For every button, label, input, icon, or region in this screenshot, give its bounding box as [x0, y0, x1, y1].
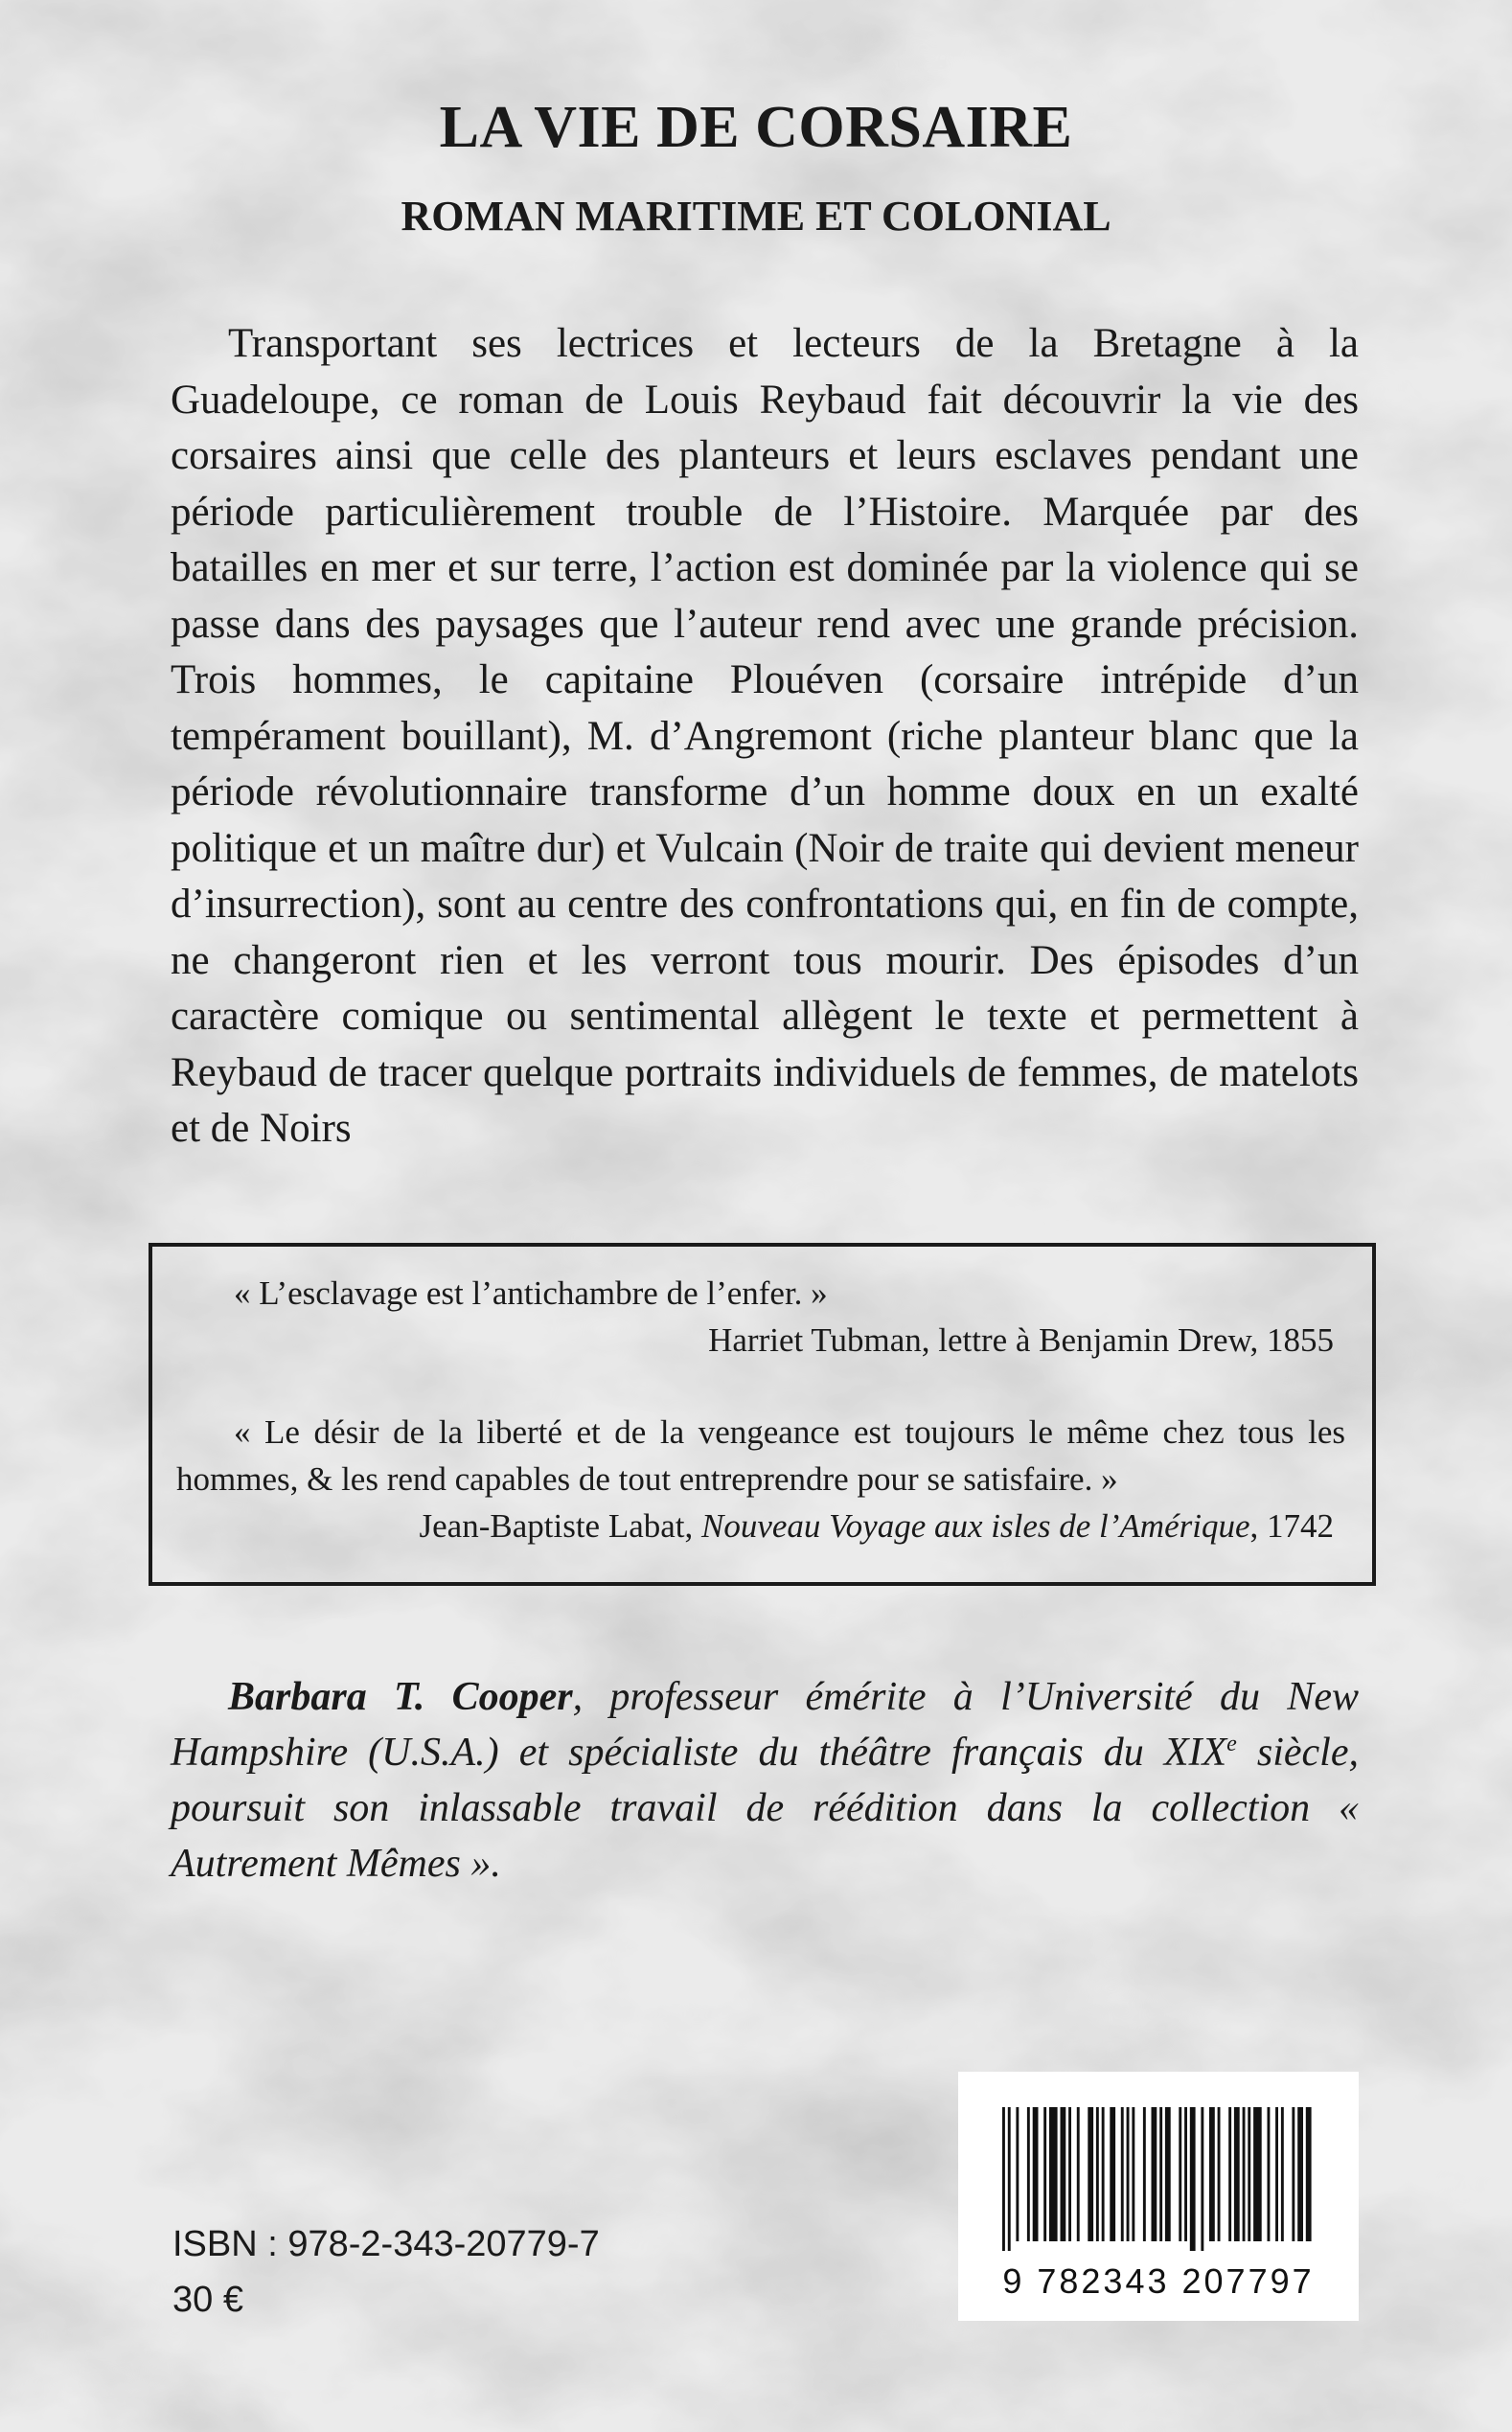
barcode-bar: [1248, 2107, 1250, 2241]
barcode: [958, 2072, 1359, 2321]
quotes-box: [149, 1243, 1376, 1586]
barcode-bar: [1027, 2107, 1030, 2241]
barcode-bar: [1306, 2107, 1312, 2241]
barcode-bar: [1049, 2107, 1058, 2241]
barcode-bar: [1292, 2107, 1294, 2241]
author-bio-sup: e: [1226, 1732, 1237, 1756]
author-bio-text-2: siècle, poursuit son inlassable travail de réédition dans la collection « Autrement Mêmes ».: [171, 1731, 1359, 1886]
quote-1-attribution: Harriet Tubman, lettre à Benjamin Drew, 1855: [708, 1321, 1334, 1359]
price-label: 30 €: [172, 2280, 243, 2320]
blurb-paragraph: Transportant ses lectrices et lecteurs de la Bretagne à la Guadeloupe, ce roman de Louis Reybaud fait découvrir la vie des corsaires ainsi que celle des planteurs et leurs esclaves pendant une période particulièrement trouble de l’Histoire. Marquée par des batailles en mer et sur terre, l’action est dominée par la violence qui se passe dans des paysages que l’auteur rend avec une grande précision. Trois hommes, le capitaine Plouéven (corsaire intrépide d’un tempérament bouillant), M. d’Angremont (riche planteur blanc que la période révolutionnaire transforme d’un homme doux en un exalté politique et un maître dur) et Vulcain (Noir de traite qui devient meneur d’insurrection), sont au centre des confrontations qui, en fin de compte, ne changeront rien et les verront tous mourir. Des épisodes d’un caractère comique ou sentimental allègent le texte et permettent à Reybaud de tracer quelque portraits individuels de femmes, de matelots et de Noirs: [171, 321, 1359, 1151]
barcode-bar: [1228, 2107, 1231, 2241]
barcode-bar: [1096, 2107, 1099, 2241]
barcode-bar: [1209, 2107, 1215, 2241]
isbn-label: ISBN : 978-2-343-20779-7: [172, 2224, 600, 2264]
barcode-bar: [1088, 2107, 1093, 2241]
author-name: Barbara T. Cooper: [228, 1675, 573, 1719]
barcode-bar: [1201, 2107, 1203, 2251]
quote-2-attribution: [420, 1503, 1334, 1549]
barcode-bar: [1016, 2107, 1019, 2241]
barcode-digits: 9 782343 207797: [1002, 2261, 1315, 2301]
barcode-bar: [1043, 2107, 1046, 2241]
barcode-bar: [1143, 2107, 1146, 2241]
barcode-bar: [1165, 2107, 1171, 2241]
barcode-bar: [1184, 2107, 1187, 2241]
barcode-bar: [1061, 2107, 1066, 2241]
quote-2-text: « Le désir de la liberté et de la vengeance est toujours le même chez tous les hommes, & les rend capables de tout entreprendre pour se satisfaire. »: [176, 1413, 1345, 1498]
book-subtitle: ROMAN MARITIME ET COLONIAL: [401, 193, 1111, 240]
barcode-bar: [1077, 2107, 1080, 2241]
barcode-bar: [1102, 2107, 1105, 2241]
barcode-bar: [1132, 2107, 1134, 2241]
barcode-bars: [998, 2107, 1318, 2251]
barcode-bar: [1008, 2107, 1011, 2251]
barcode-bar: [1275, 2107, 1278, 2241]
barcode-bar: [1234, 2107, 1240, 2241]
quote-2-year: , 1742: [1249, 1507, 1334, 1545]
author-bio: [171, 1669, 1359, 1892]
barcode-bar: [1179, 2107, 1181, 2241]
quote-2-author: Jean-Baptiste Labat,: [419, 1507, 702, 1545]
barcode-bar: [1068, 2107, 1071, 2241]
barcode-bar: [1127, 2107, 1130, 2241]
quote-2-work: Nouveau Voyage aux isles de l’Amérique: [701, 1507, 1250, 1545]
barcode-bar: [1253, 2107, 1262, 2241]
barcode-bar: [1002, 2107, 1005, 2251]
author-bio-text-1: , professeur émérite à l’Université du New Hampshire (U.S.A.) et spécialiste du théâtre français du XIX: [171, 1675, 1359, 1775]
barcode-bar: [1297, 2107, 1303, 2241]
book-title: LA VIE DE CORSAIRE: [439, 95, 1073, 160]
blurb-text: [171, 316, 1359, 1158]
barcode-bar: [1281, 2107, 1284, 2241]
barcode-bar: [1121, 2107, 1124, 2241]
barcode-bar: [1243, 2107, 1246, 2241]
quote-1-text: « L’esclavage est l’antichambre de l’enfer. »: [234, 1274, 828, 1312]
barcode-bar: [1190, 2107, 1196, 2251]
barcode-bar: [1218, 2107, 1221, 2241]
barcode-bar: [1159, 2107, 1162, 2241]
barcode-bar: [1110, 2107, 1115, 2241]
barcode-bar: [1268, 2107, 1271, 2241]
barcode-bar: [1033, 2107, 1039, 2241]
barcode-bar: [1152, 2107, 1157, 2241]
